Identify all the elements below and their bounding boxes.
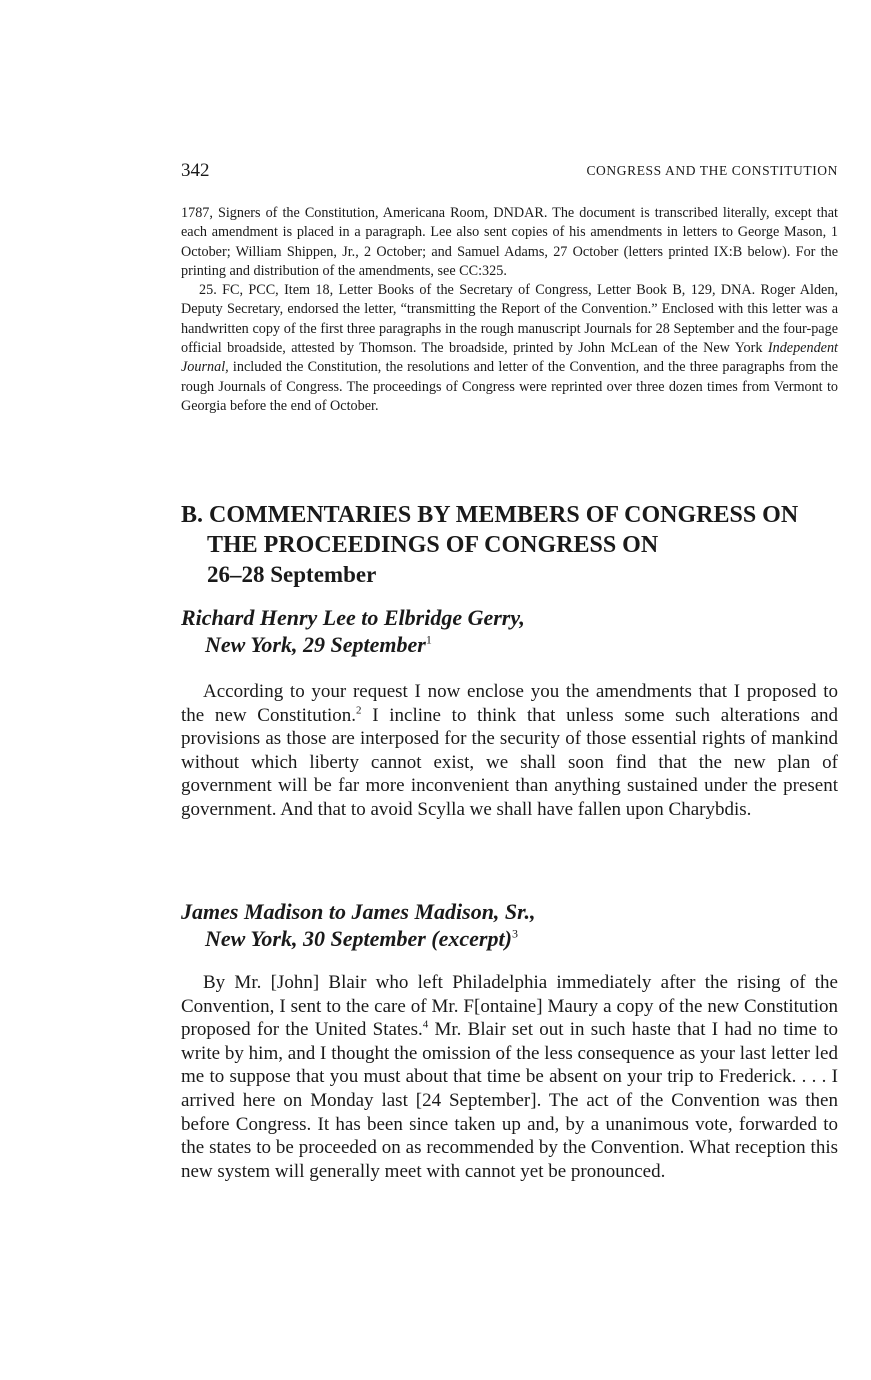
footnote-25-italic-title: Independent Journal, <box>181 340 838 376</box>
letter-heading-place-date: New York, 30 September (excerpt) <box>205 926 512 951</box>
section-heading-line-2: THE PROCEEDINGS OF CONGRESS ON <box>207 532 659 558</box>
letter-heading-place-date: New York, 29 September <box>205 632 426 657</box>
letter-heading-line-1: James Madison to James Madison, Sr., <box>181 899 536 924</box>
section-heading-line-3: 26–28 September <box>207 562 377 587</box>
letter-paragraph <box>181 971 838 1183</box>
letter-text-a: According to your request I now enclose you the amendments that I proposed to the new Constitution. <box>181 681 838 726</box>
footnote-25-text-a: 25. FC, PCC, Item 18, Letter Books of the Secretary of Congress, Letter Book B, 129, DNA. Roger Alden, Deputy Secretary, endorsed the letter, “transmitting the Report of the Convention.” Enclosed with this letter was a handwritten copy of the first three paragraphs in the rough manuscript Journals for 28 September and the four-page official broadside, attested by Thomson. The broadside, printed by John McLean of the New York <box>181 282 838 357</box>
section-heading <box>181 500 838 590</box>
footnote-25-text-b: included the Constitution, the resolutions and letter of the Convention, and the three paragraphs from the rough Journals of Congress. The proceedings of Congress were reprinted over three dozen times from Vermont to Georgia before the end of October. <box>181 359 838 414</box>
letter-body-lee <box>181 680 838 822</box>
letter-heading-line-1: Richard Henry Lee to Elbridge Gerry, <box>181 605 525 630</box>
letter-heading-lee <box>181 604 838 658</box>
letter-text-a: By Mr. [John] Blair who left Philadelphia immediately after the rising of the Convention, I sent to the care of Mr. F[ontaine] Maury a copy of the new Constitution proposed for the United States. <box>181 972 838 1041</box>
letter-heading-line-2 <box>181 631 838 658</box>
letter-body-madison <box>181 971 838 1183</box>
note-reference: 1 <box>425 632 432 647</box>
letter-paragraph <box>181 680 838 822</box>
footnotes <box>181 204 838 416</box>
note-reference: 2 <box>356 704 362 717</box>
letter-heading-madison <box>181 898 838 952</box>
letter-heading-line-2 <box>181 925 838 952</box>
running-head <box>181 160 838 186</box>
section-heading-line-1: B. COMMENTARIES BY MEMBERS OF CONGRESS ON <box>181 502 799 528</box>
letter-text-b: I incline to think that unless some such alterations and provisions as those are interposed for the security of those essential rights of mankind without which liberty cannot exist, we shall soon find that the new plan of government will be far more inconvenient than anything sustained under the present government. And that to avoid Scylla we shall have fallen upon Charybdis. <box>181 704 839 820</box>
note-reference: 4 <box>422 1018 429 1031</box>
page-number: 342 <box>181 160 210 181</box>
footnote-25 <box>181 281 838 416</box>
running-title: CONGRESS AND THE CONSTITUTION <box>586 163 838 178</box>
note-reference: 3 <box>511 926 518 941</box>
letter-text-b: Mr. Blair set out in such haste that I had no time to write by him, and I thought the omission of the less consequence as your last letter led me to suppose that you must about that time be absent on your trip to Frederick. . . . I arrived here on Monday last [24 September]. The act of the Convention was then before Congress. It has been since taken up and, by a unanimous vote, forwarded to the states to be proceeded on as recommended by the Convention. What reception this new system will generally meet with cannot yet be pronounced. <box>181 1019 838 1182</box>
footnote-continuation: 1787, Signers of the Constitution, Americana Room, DNDAR. The document is transcribed literally, except that each amendment is placed in a paragraph. Lee also sent copies of his amendments in letters to George Mason, 1 October; William Shippen, Jr., 2 October; and Samuel Adams, 27 October (letters printed IX:B below). For the printing and distribution of the amendments, see CC:325. <box>181 205 838 279</box>
